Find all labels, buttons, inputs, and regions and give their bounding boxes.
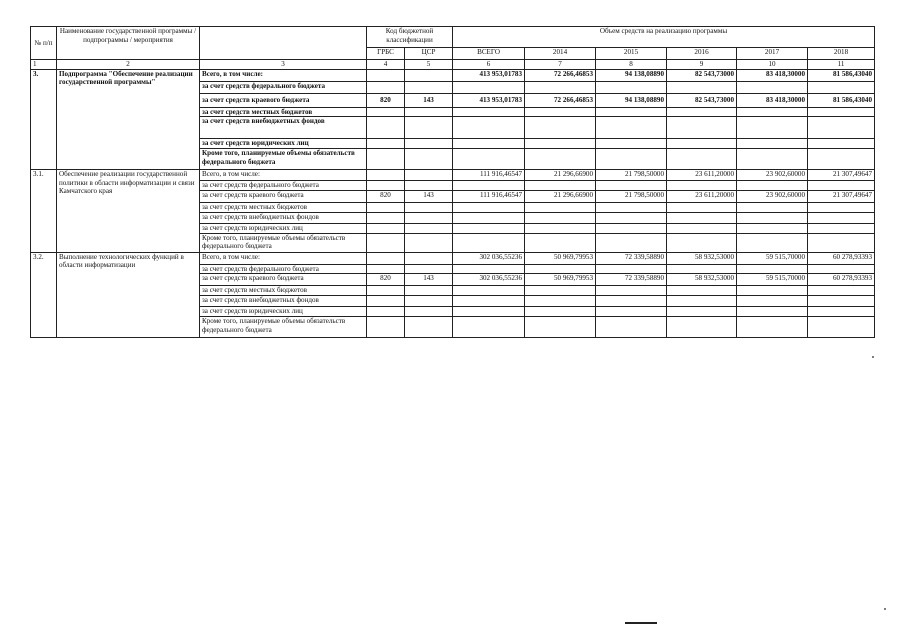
value-2015: 21 798,50000 bbox=[596, 170, 667, 181]
source-all: Всего, в том числе: bbox=[200, 170, 367, 181]
header-csr: ЦСР bbox=[405, 48, 453, 60]
source-federal: за счет средств федерального бюджета bbox=[200, 264, 367, 274]
scan-speck bbox=[884, 608, 886, 610]
source-planned: Кроме того, планируемые объемы обязательств федерального бюджета bbox=[200, 149, 367, 170]
value-2014: 72 266,46853 bbox=[525, 93, 596, 107]
value-2015: 94 138,08890 bbox=[596, 93, 667, 107]
source-legal: за счет средств юридических лиц bbox=[200, 307, 367, 317]
value-2017: 23 902,60000 bbox=[737, 190, 808, 202]
header-num: № п/п bbox=[31, 27, 57, 60]
value-2014: 21 296,66900 bbox=[525, 190, 596, 202]
scan-mark-line bbox=[625, 622, 657, 624]
budget-table bbox=[30, 26, 875, 338]
csr-code: 143 bbox=[405, 190, 453, 202]
section-3-2-row-all bbox=[31, 252, 875, 264]
source-extra: за счет средств внебюджетных фондов bbox=[200, 296, 367, 307]
column-number: 2 bbox=[57, 60, 200, 70]
value-total: 413 953,01783 bbox=[453, 93, 525, 107]
section-num: 3.1. bbox=[31, 170, 57, 253]
grbs-code: 820 bbox=[367, 93, 405, 107]
section-3-1-row-all bbox=[31, 170, 875, 181]
source-regional: за счет средств краевого бюджета bbox=[200, 93, 367, 107]
header-year: 2015 bbox=[596, 48, 667, 60]
header-code-group: Код бюджетной классификации bbox=[367, 27, 453, 48]
budget-sheet bbox=[30, 26, 875, 338]
value-2014: 50 969,79953 bbox=[525, 252, 596, 264]
source-local: за счет средств местных бюджетов bbox=[200, 202, 367, 212]
header-total: ВСЕГО bbox=[453, 48, 525, 60]
value-2017: 83 418,30000 bbox=[737, 93, 808, 107]
header-year: 2018 bbox=[808, 48, 875, 60]
header-year: 2014 bbox=[525, 48, 596, 60]
column-number: 6 bbox=[453, 60, 525, 70]
section-3-row-all bbox=[31, 69, 875, 81]
value-2018: 21 307,49647 bbox=[808, 170, 875, 181]
value-2016: 82 543,73000 bbox=[667, 69, 737, 81]
source-regional: за счет средств краевого бюджета bbox=[200, 190, 367, 202]
value-2017: 83 418,30000 bbox=[737, 69, 808, 81]
csr-code: 143 bbox=[405, 93, 453, 107]
value-2016: 23 611,20000 bbox=[667, 170, 737, 181]
source-legal: за счет средств юридических лиц bbox=[200, 139, 367, 149]
header-year: 2016 bbox=[667, 48, 737, 60]
value-total: 111 916,46547 bbox=[453, 170, 525, 181]
value-2015: 94 138,08890 bbox=[596, 69, 667, 81]
source-all: Всего, в том числе: bbox=[200, 69, 367, 81]
value-total: 302 036,55236 bbox=[453, 274, 525, 286]
value-2017: 59 515,70000 bbox=[737, 252, 808, 264]
section-num: 3.2. bbox=[31, 252, 57, 338]
column-number: 9 bbox=[667, 60, 737, 70]
header-volume-group: Объем средств на реализацию программы bbox=[453, 27, 875, 48]
header-name: Наименование государственной программы / подпрограммы / мероприятия bbox=[57, 27, 200, 60]
source-regional: за счет средств краевого бюджета bbox=[200, 274, 367, 286]
section-num: 3. bbox=[31, 69, 57, 170]
value-2018: 81 586,43040 bbox=[808, 69, 875, 81]
header-grbs: ГРБС bbox=[367, 48, 405, 60]
section-name: Выполнение технологических функций в области информатизации bbox=[57, 252, 200, 338]
value-2016: 58 932,53000 bbox=[667, 252, 737, 264]
section-name: Обеспечение реализации государственной политики в области информатизации и связи Камчатского края bbox=[57, 170, 200, 253]
header-blank bbox=[200, 27, 367, 60]
source-federal: за счет средств федерального бюджета bbox=[200, 181, 367, 191]
column-number-row bbox=[31, 60, 875, 70]
source-all: Всего, в том числе: bbox=[200, 252, 367, 264]
source-local: за счет средств местных бюджетов bbox=[200, 286, 367, 296]
value-2015: 21 798,50000 bbox=[596, 190, 667, 202]
source-planned: Кроме того, планируемые объемы обязательств федерального бюджета bbox=[200, 233, 367, 252]
source-legal: за счет средств юридических лиц bbox=[200, 223, 367, 233]
value-2018: 81 586,43040 bbox=[808, 93, 875, 107]
source-federal: за счет средств федерального бюджета bbox=[200, 81, 367, 93]
grbs-code: 820 bbox=[367, 190, 405, 202]
value-2014: 21 296,66900 bbox=[525, 170, 596, 181]
source-extra: за счет средств внебюджетных фондов bbox=[200, 117, 367, 139]
value-2018: 21 307,49647 bbox=[808, 190, 875, 202]
value-2016: 23 611,20000 bbox=[667, 190, 737, 202]
value-2017: 23 902,60000 bbox=[737, 170, 808, 181]
value-2017: 59 515,70000 bbox=[737, 274, 808, 286]
grbs-code: 820 bbox=[367, 274, 405, 286]
header-row-1 bbox=[31, 27, 875, 48]
value-2018: 60 278,93393 bbox=[808, 274, 875, 286]
column-number: 7 bbox=[525, 60, 596, 70]
column-number: 11 bbox=[808, 60, 875, 70]
value-total: 413 953,01783 bbox=[453, 69, 525, 81]
value-2015: 72 339,58890 bbox=[596, 252, 667, 264]
value-total: 302 036,55236 bbox=[453, 252, 525, 264]
column-number: 1 bbox=[31, 60, 57, 70]
csr-code: 143 bbox=[405, 274, 453, 286]
value-2016: 82 543,73000 bbox=[667, 93, 737, 107]
value-total: 111 916,46547 bbox=[453, 190, 525, 202]
value-2016: 58 932,53000 bbox=[667, 274, 737, 286]
scan-speck bbox=[872, 356, 874, 358]
value-2014: 72 266,46853 bbox=[525, 69, 596, 81]
column-number: 4 bbox=[367, 60, 405, 70]
value-2018: 60 278,93393 bbox=[808, 252, 875, 264]
column-number: 8 bbox=[596, 60, 667, 70]
value-2014: 50 969,79953 bbox=[525, 274, 596, 286]
source-planned: Кроме того, планируемые объемы обязательств федерального бюджета bbox=[200, 317, 367, 338]
source-local: за счет средств местных бюджетов bbox=[200, 107, 367, 117]
source-extra: за счет средств внебюджетных фондов bbox=[200, 212, 367, 223]
column-number: 10 bbox=[737, 60, 808, 70]
value-2015: 72 339,58890 bbox=[596, 274, 667, 286]
column-number: 5 bbox=[405, 60, 453, 70]
section-name: Подпрограмма "Обеспечение реализации государственной программы" bbox=[57, 69, 200, 170]
header-year: 2017 bbox=[737, 48, 808, 60]
column-number: 3 bbox=[200, 60, 367, 70]
